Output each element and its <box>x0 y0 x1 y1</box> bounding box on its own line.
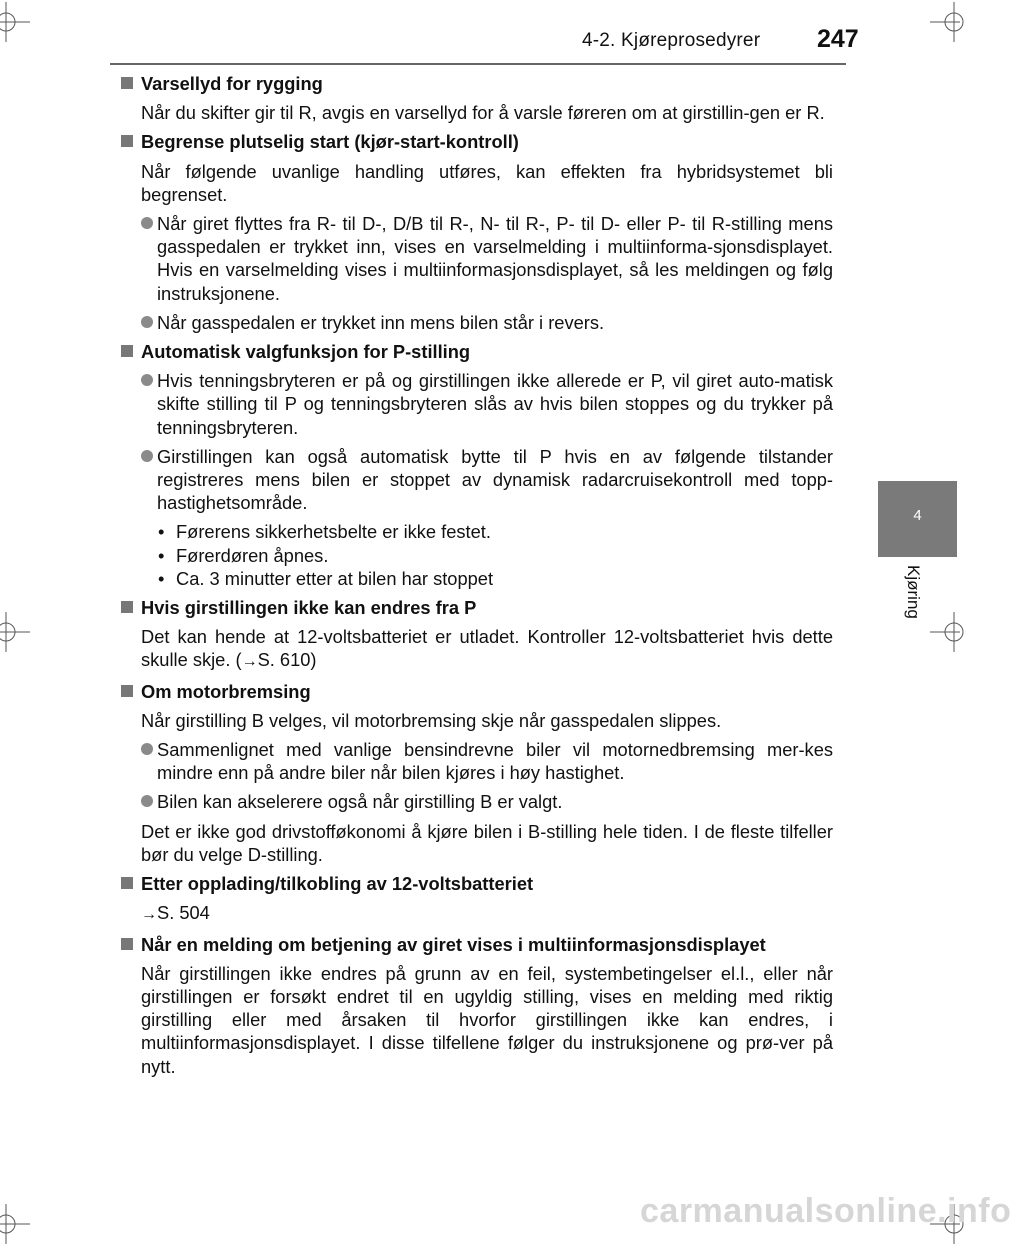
crop-mark-mid-right <box>930 612 960 652</box>
section-heading: Varsellyd for rygging <box>119 72 833 95</box>
circle-bullet-icon <box>141 217 153 229</box>
section-heading: Når en melding om betjening av giret vises i multiinformasjonsdisplayet <box>119 933 833 956</box>
chapter-label: Kjøring <box>904 565 923 619</box>
section-heading: Hvis girstillingen ikke kan endres fra P <box>119 596 833 619</box>
dot-marker: • <box>158 521 165 543</box>
square-bullet-icon <box>121 685 133 697</box>
list-item: Når giret flyttes fra R- til D-, D/B til R-, N- til R-, P- til D- eller P- til R-stilling mens gasspedalen er trykket inn, vises en varselmelding i multiinforma-sjonsdisplayet. Hvis en varselmelding vises i multiinformasjonsdisplayet, så les meldingen og følg instruksjonene. <box>119 212 833 305</box>
circle-bullet-icon <box>141 450 153 462</box>
arrow-right-icon: → <box>141 906 157 924</box>
square-bullet-icon <box>121 345 133 357</box>
arrow-right-icon: → <box>241 653 258 671</box>
paragraph: Det kan hende at 12-voltsbatteriet er utladet. Kontroller 12-voltsbatteriet hvis dette skulle skje. (→S. 610) <box>141 626 833 671</box>
paragraph: Når følgende uvanlige handling utføres, kan effekten fra hybridsystemet bli begrenset. <box>141 160 833 205</box>
crop-mark-bottom-left <box>0 1204 30 1244</box>
square-bullet-icon <box>121 135 133 147</box>
paragraph: Når girstillingen ikke endres på grunn av en feil, systembetingelser el.l., eller når girstillingen er forsøkt endret til en ugyldig stilling, vises en melding med riktig girstilling eller med årsaken til hvorfor girstillingen ikke kan endres, i multiinformasjonsdisplayet. I disse tilfellene følger du instruksjonene og prø-ver på nytt. <box>141 962 833 1077</box>
paragraph: Når girstilling B velges, vil motorbremsing skje når gasspedalen slippes. <box>141 709 722 731</box>
chapter-tab: 4 <box>878 481 957 557</box>
circle-bullet-icon <box>141 316 153 328</box>
list-item: Girstillingen kan også automatisk bytte til P hvis en av følgende tilstander registreres mens bilen er stoppet av dynamisk radarcruisekontroll med topp-hastighetsområde. <box>119 445 833 515</box>
list-item: Hvis tenningsbryteren er på og girstillingen ikke allerede er P, vil giret auto-matisk skifte stilling til P og tenningsbryteren slås av hvis bilen stoppes og du trykker på tenningsbryteren. <box>119 369 833 439</box>
section-title: 4-2. Kjøreprosedyrer <box>582 30 761 51</box>
square-bullet-icon <box>121 877 133 889</box>
section-heading: Etter opplading/tilkobling av 12-voltsbatteriet <box>119 872 833 895</box>
dot-marker: • <box>158 567 165 589</box>
square-bullet-icon <box>121 77 133 89</box>
section-heading: Begrense plutselig start (kjør-start-kontroll) <box>119 130 833 153</box>
paragraph: Når du skifter gir til R, avgis en varsellyd for å varsle føreren om at girstillin-gen er R. <box>141 102 825 124</box>
header-rule <box>110 63 846 65</box>
square-bullet-icon <box>121 601 133 613</box>
page-number: 247 <box>817 25 859 53</box>
list-item: Sammenlignet med vanlige bensindrevne biler vil motornedbremsing mer-kes mindre enn på andre biler når bilen kjøres i høy hastighet. <box>119 738 833 784</box>
circle-bullet-icon <box>141 743 153 755</box>
circle-bullet-icon <box>141 795 153 807</box>
sub-list-item: • Førerens sikkerhetsbelte er ikke festet. <box>158 521 491 543</box>
main-content <box>119 72 833 1078</box>
watermark: carmanualsonline.info <box>640 1192 1011 1230</box>
paragraph <box>119 901 833 926</box>
crop-mark-top-right <box>930 2 960 42</box>
page-reference-link[interactable]: S. 504 <box>157 902 210 924</box>
crop-mark-top-left <box>0 2 30 42</box>
dot-marker: • <box>158 544 165 566</box>
paragraph: Det er ikke god drivstofføkonomi å kjøre bilen i B-stilling hele tiden. I de fleste tilfeller bør du velge D-stilling. <box>141 820 833 865</box>
circle-bullet-icon <box>141 374 153 386</box>
square-bullet-icon <box>121 938 133 950</box>
section-heading: Automatisk valgfunksjon for P-stilling <box>119 340 833 363</box>
list-item: Bilen kan akselerere også når girstilling B er valgt. <box>119 790 833 813</box>
sub-list-item: • Ca. 3 minutter etter at bilen har stoppet <box>158 567 494 589</box>
crop-mark-mid-left <box>0 612 30 652</box>
page-reference-link[interactable]: S. 610) <box>257 649 317 671</box>
sub-list-item: • Førerdøren åpnes. <box>158 544 329 566</box>
list-item: Når gasspedalen er trykket inn mens bilen står i revers. <box>119 311 833 334</box>
section-heading: Om motorbremsing <box>119 680 833 703</box>
